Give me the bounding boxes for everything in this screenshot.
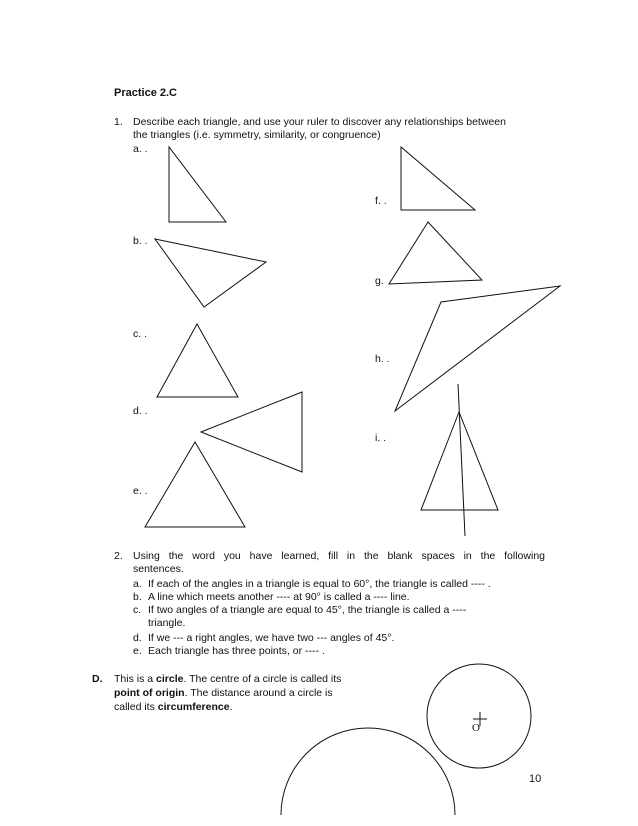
triangle-d — [201, 392, 302, 472]
q1-line1: Describe each triangle, and use your ruler to discover any relationships between — [133, 116, 506, 128]
page-number: 10 — [529, 773, 542, 785]
q1-number: 1. — [114, 116, 123, 128]
label-d: d. . — [133, 405, 148, 417]
q2-item-e: Each triangle has three points, or ---- . — [148, 645, 325, 657]
label-g: g. — [375, 275, 384, 287]
q2-line2: sentences. — [133, 563, 184, 575]
q2-number: 2. — [114, 550, 123, 562]
section-d-line1: This is a circle. The centre of a circle is called its — [114, 673, 342, 685]
q1-line2: the triangles (i.e. symmetry, similarity, or congruence) — [133, 129, 381, 141]
section-d-letter: D. — [92, 673, 103, 685]
semicircle — [281, 728, 455, 815]
point-of-origin-term: point of origin — [114, 687, 185, 699]
q2-item-a-letter: a. — [133, 578, 142, 590]
triangle-g — [389, 222, 482, 284]
triangle-e — [145, 442, 245, 527]
q2-item-a: If each of the angles in a triangle is equal to 60°, the triangle is called ---- . — [148, 578, 491, 590]
circle — [427, 664, 531, 768]
q2-line1: Using the word you have learned, fill in the blank spaces in the following — [133, 550, 545, 562]
label-c: c. . — [133, 328, 148, 340]
q2-item-d-letter: d. — [133, 632, 142, 644]
practice-title: Practice 2.C — [114, 87, 177, 99]
q2-item-b: A line which meets another ---- at 90° is called a ---- line. — [148, 591, 410, 603]
triangle-b — [155, 239, 266, 307]
triangle-c — [157, 324, 238, 397]
q2-item-c: If two angles of a triangle are equal to 45°, the triangle is called a ---- — [148, 604, 467, 616]
triangle-h — [395, 286, 560, 411]
triangle-f — [401, 147, 475, 210]
section-d-line3: called its circumference. — [114, 701, 233, 713]
label-f: f. . — [375, 195, 387, 207]
section-d-line2: point of origin. The distance around a circle is — [114, 687, 333, 699]
label-e: e. . — [133, 485, 148, 497]
label-h: h. . — [375, 353, 390, 365]
triangle-a — [169, 147, 226, 222]
q2-item-d: If we --- a right angles, we have two --- angles of 45°. — [148, 632, 395, 644]
circle-center-label: O — [472, 722, 480, 734]
q2-item-b-letter: b. — [133, 591, 142, 603]
circle-term: circle — [156, 673, 184, 685]
q2-item-c-letter: c. — [133, 604, 142, 616]
label-a: a. . — [133, 143, 148, 155]
q2-item-e-letter: e. — [133, 645, 142, 657]
label-i: i. . — [375, 432, 387, 444]
q2-item-c-cont: triangle. — [148, 617, 186, 629]
circumference-term: circumference — [157, 701, 230, 713]
label-b: b. . — [133, 235, 148, 247]
line-i — [458, 384, 465, 536]
